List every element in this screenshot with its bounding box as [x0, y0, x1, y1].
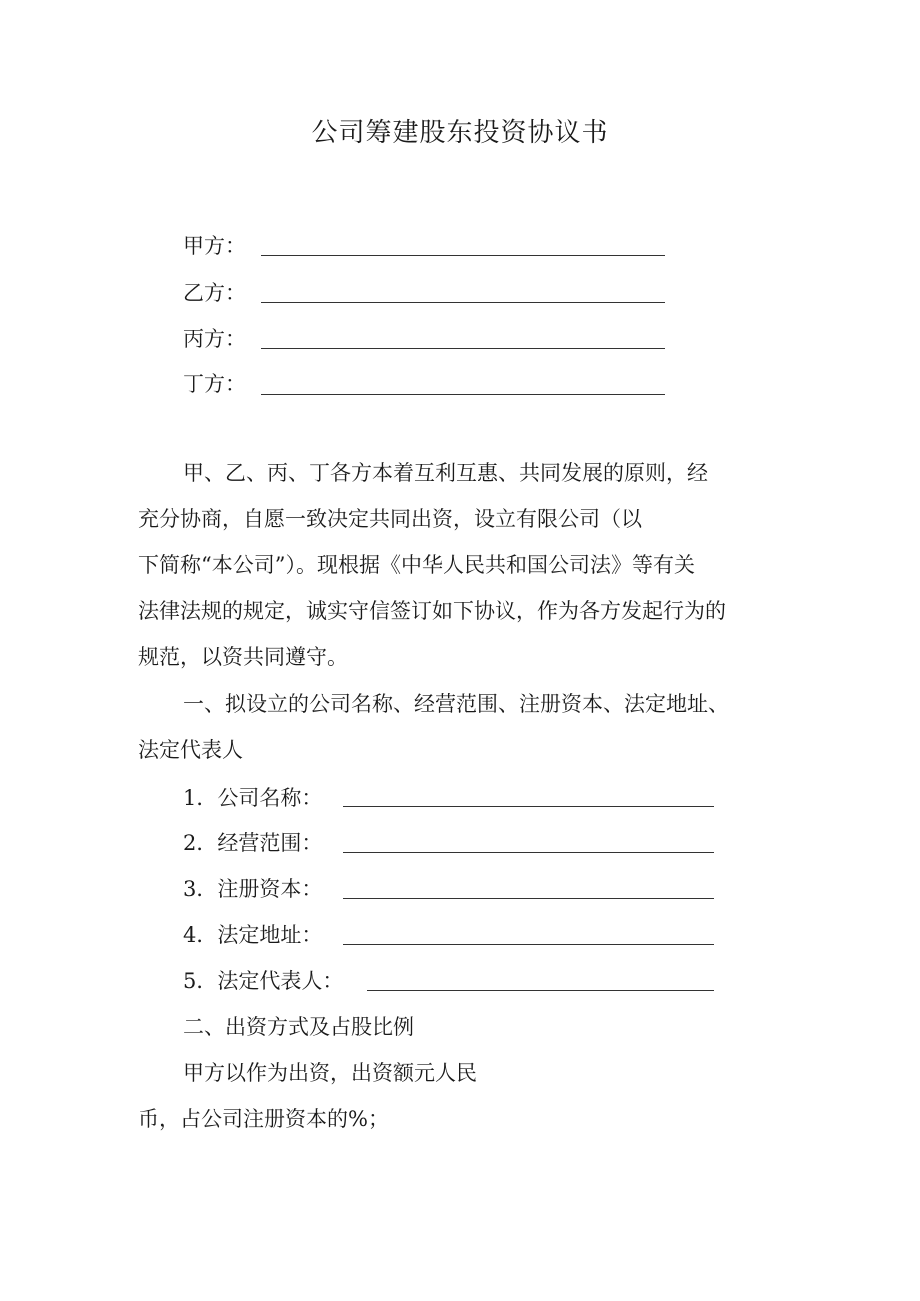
party-b-blank — [261, 302, 665, 303]
legal-address-blank — [343, 944, 714, 945]
company-name-blank — [343, 806, 714, 807]
preamble-line-1: 甲、乙、丙、丁各方本着互利互惠、共同发展的原则，经 — [183, 461, 708, 485]
party-label-a: 甲方： — [183, 234, 246, 258]
party-d-blank — [261, 394, 665, 395]
section1-heading-line-1: 一、拟设立的公司名称、经营范围、注册资本、法定地址、 — [183, 692, 729, 716]
document-title: 公司筹建股东投资协议书 — [311, 118, 609, 148]
section2-line-2: 币，占公司注册资本的%； — [138, 1107, 389, 1131]
party-c-blank — [261, 348, 665, 349]
section1-item-legal-representative: 5．法定代表人： — [183, 969, 344, 993]
preamble-line-4: 法律法规的规定，诚实守信签订如下协议，作为各方发起行为的 — [138, 599, 726, 623]
section2-line-1: 甲方以作为出资，出资额元人民 — [183, 1061, 477, 1085]
preamble-line-2: 充分协商，自愿一致决定共同出资，设立有限公司（以 — [138, 507, 642, 531]
business-scope-blank — [343, 852, 714, 853]
legal-representative-blank — [367, 990, 714, 991]
party-label-d: 丁方： — [183, 372, 246, 396]
section1-item-registered-capital: 3．注册资本： — [183, 877, 323, 901]
party-label-c: 丙方： — [183, 327, 246, 351]
preamble-line-3: 下简称“本公司”）。现根据《中华人民共和国公司法》等有关 — [138, 553, 695, 577]
section1-item-legal-address: 4．法定地址： — [183, 923, 323, 947]
preamble-line-5: 规范，以资共同遵守。 — [138, 645, 348, 669]
party-a-blank — [261, 255, 665, 256]
party-label-b: 乙方： — [183, 281, 246, 305]
section1-item-business-scope: 2．经营范围： — [183, 831, 323, 855]
registered-capital-blank — [343, 898, 714, 899]
section1-item-company-name: 1．公司名称： — [183, 786, 323, 810]
section1-heading-line-2: 法定代表人 — [138, 738, 243, 762]
section2-heading: 二、出资方式及占股比例 — [183, 1015, 414, 1039]
